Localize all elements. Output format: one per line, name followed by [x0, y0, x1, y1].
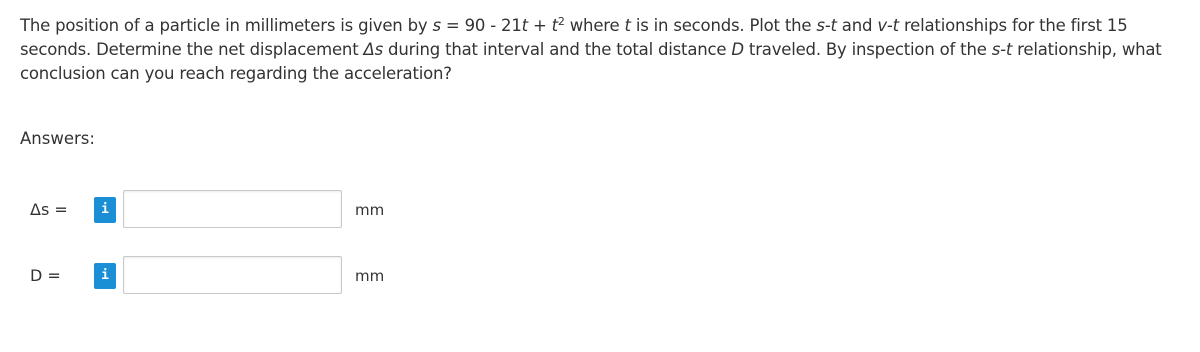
st-relationship: s-t	[991, 40, 1013, 59]
info-icon[interactable]: i	[94, 263, 116, 289]
var-t: t	[551, 16, 558, 35]
delta-s: Δs	[363, 40, 383, 59]
question-part4: during that interval and the total distance	[383, 40, 732, 59]
question-part3: relationships for the first 15 seconds. Determine the net displacement	[20, 16, 1128, 59]
delta-s-label: Δs =	[30, 200, 68, 219]
question-part2: is in seconds. Plot the	[630, 16, 817, 35]
var-d: D	[731, 40, 744, 59]
question-intro: The position of a particle in millimeters is given by	[20, 16, 433, 35]
answer-row-delta-s	[0, 190, 1200, 230]
var-t: t	[521, 16, 528, 35]
st-relationship: s-t	[816, 16, 837, 35]
answers-heading: Answers:	[20, 129, 95, 148]
answer-row-distance	[0, 256, 1200, 296]
distance-unit: mm	[355, 267, 385, 285]
question-part5: traveled. By inspection of the	[743, 40, 992, 59]
delta-s-unit: mm	[355, 201, 385, 219]
exponent: 2	[557, 15, 565, 28]
distance-input[interactable]	[123, 256, 342, 294]
equation-part: = 90 - 21	[440, 16, 522, 35]
delta-s-input[interactable]	[123, 190, 342, 228]
question-where: where	[564, 16, 625, 35]
distance-label: D =	[30, 266, 61, 285]
var-s: s	[432, 16, 441, 35]
vt-relationship: v-t	[877, 16, 899, 35]
equation-plus: +	[527, 16, 552, 35]
question-text	[20, 14, 1192, 86]
var-t: t	[624, 16, 631, 35]
question-part6: relationship, what conclusion can you reach regarding the acceleration?	[20, 40, 1162, 83]
question-and: and	[836, 16, 878, 35]
info-icon[interactable]: i	[94, 197, 116, 223]
